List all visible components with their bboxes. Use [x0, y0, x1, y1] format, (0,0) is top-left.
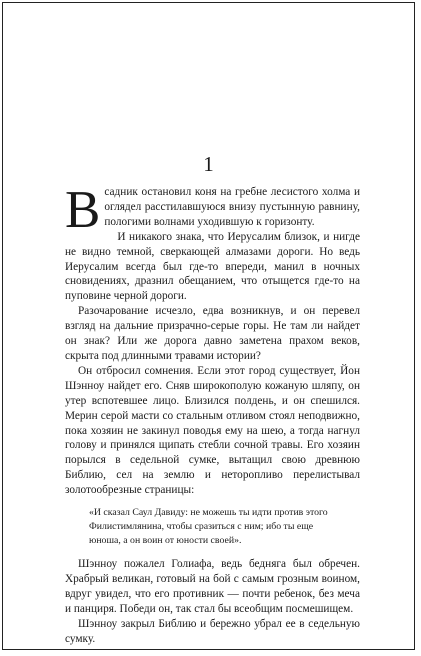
paragraph-4: Он отбросил сомнения. Если этот город существует, Йон Шэнноу найдет его. Сняв широкополую кожаную шляпу, он утер вспотевшее лицо. Близился полдень, и он спешился. Мерин серой масти со стальным отливом стоял неподвижно, пока хозяин не закинул поводья ему на шею, а тогда нагнул голову и принялся щипать стебли сочной травы. Его хозяин порылся в седельной сумке, вытащил свою древнюю Библию, сел на землю и неторопливо перелистывал золотообрезные страницы:: [65, 364, 360, 497]
paragraph-6: Шэнноу закрыл Библию и бережно убрал ее в седельную сумку.: [65, 617, 360, 645]
paragraph-2: И никакого знака, что Иерусалим близок, и нигде не видно темной, сверкающей алмазами дороги. Но ведь Иерусалим всегда был где-то впереди, манил в ночных сновидениях, дразнил обещанием, что отыщется где-то на пуповине черной дороги.: [65, 230, 360, 303]
paragraph-1: [65, 181, 360, 239]
chapter-number: 1: [203, 152, 214, 176]
paragraph-1-text: садник остановил коня на гребне лесистого холма и оглядел расстилавшуюся внизу пустынную равнину, пологими волнами уходившую к горизонту.: [104, 186, 360, 228]
paragraph-3: Разочарование исчезло, едва возникнув, и он перевел взгляд на дальние призрачно-серые горы. Не там ли найдет он знак? Или же дорога давно заметена прахом веков, скрыта под длинными травами истории?: [65, 305, 360, 362]
book-page: [2, 2, 415, 650]
quote-text: «И сказал Саул Давиду: не можешь ты идти против этого Филистимлянина, чтобы сразиться с ним; ибо ты еще юноша, а он воин от юности своей».: [89, 507, 328, 547]
paragraph-5: Шэнноу пожалел Голиафа, ведь бедняга был обречен. Храбрый великан, готовый на бой с самым грозным воином, вдруг увидел, что его противник — почти ребенок, без меча и панциря. Победи он, так стал бы всеобщим посмешищем.: [65, 558, 360, 615]
chapter-text: [65, 181, 360, 646]
drop-cap: В: [65, 181, 101, 239]
bible-quote: [89, 506, 344, 548]
